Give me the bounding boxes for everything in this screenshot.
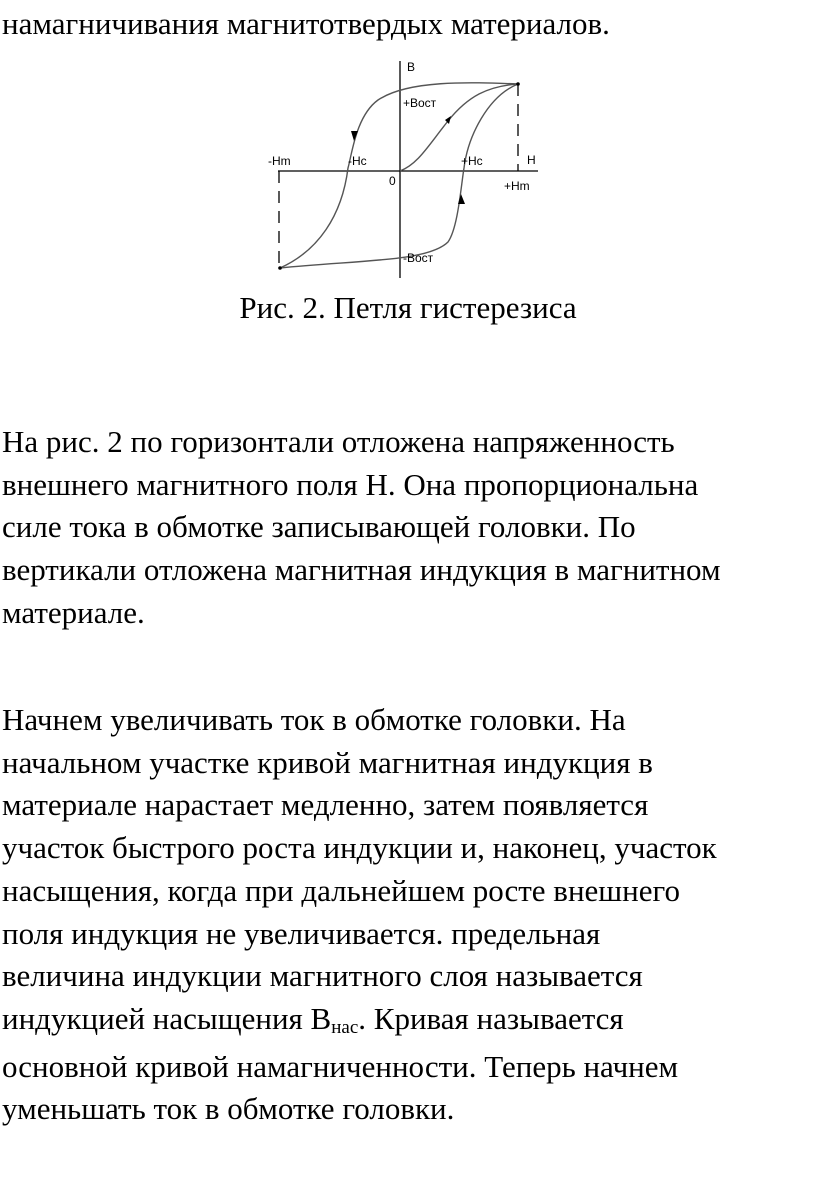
text-line-saturation: [2, 998, 814, 1046]
saturation-point-minus: [278, 266, 282, 270]
text-line: начальном участке кривой магнитная индукция в: [2, 744, 653, 780]
text-line: материале нарастает медленно, затем появляется: [2, 787, 649, 823]
label-plus-hc: +Hc: [461, 154, 483, 168]
text-line: уменьшать ток в обмотке головки.: [2, 1091, 455, 1127]
arrow-upper-branch: [351, 131, 358, 141]
label-minus-hc: -Hc: [348, 154, 367, 168]
text-line: Начнем увеличивать ток в обмотке головки. На: [2, 702, 626, 737]
text-line: силе тока в обмотке записывающей головки. По: [2, 509, 636, 545]
text-line: насыщения, когда при дальнейшем росте внешнего: [2, 872, 680, 908]
text-line: основной кривой намагниченности. Теперь начнем: [2, 1048, 679, 1084]
text-line: участок быстрого роста индукции и, наконец, участок: [2, 830, 717, 866]
label-minus-b-residual: -Bост: [403, 251, 434, 265]
text-line: величина индукции магнитного слоя называется: [2, 958, 643, 994]
paragraph-magnetization: [2, 699, 814, 1131]
loop-descending-branch: [280, 83, 518, 268]
text-line: внешнего магнитного поля H. Она пропорциональна: [2, 466, 699, 502]
saturation-point-plus: [516, 82, 520, 86]
label-b-axis: B: [407, 60, 416, 74]
figure-caption: Рис. 2. Петля гистерезиса: [239, 290, 577, 325]
label-origin: 0: [389, 174, 396, 188]
text-line-top: намагничивания магнитотвердых материалов.: [2, 6, 610, 41]
label-minus-hm: -Hm: [268, 154, 291, 168]
text-segment: индукцией насыщения B: [2, 1000, 332, 1036]
text-line: материале.: [2, 594, 145, 630]
text-line: вертикали отложена магнитная индукция в магнитном: [2, 552, 721, 588]
paragraph-axes: [2, 421, 814, 635]
hysteresis-loop-figure: [268, 56, 548, 278]
label-plus-hm: +Hm: [504, 179, 530, 193]
subscript-saturation: нас: [331, 1016, 359, 1038]
loop-ascending-branch: [280, 84, 518, 268]
hysteresis-diagram: [268, 56, 548, 278]
label-plus-b-residual: +Bост: [403, 96, 437, 110]
text-line: поля индукция не увеличивается. предельная: [2, 915, 601, 951]
text-segment: . Кривая называется: [358, 1000, 624, 1036]
label-h-axis: H: [527, 153, 536, 167]
text-line: На рис. 2 по горизонтали отложена напряженность: [2, 424, 675, 459]
